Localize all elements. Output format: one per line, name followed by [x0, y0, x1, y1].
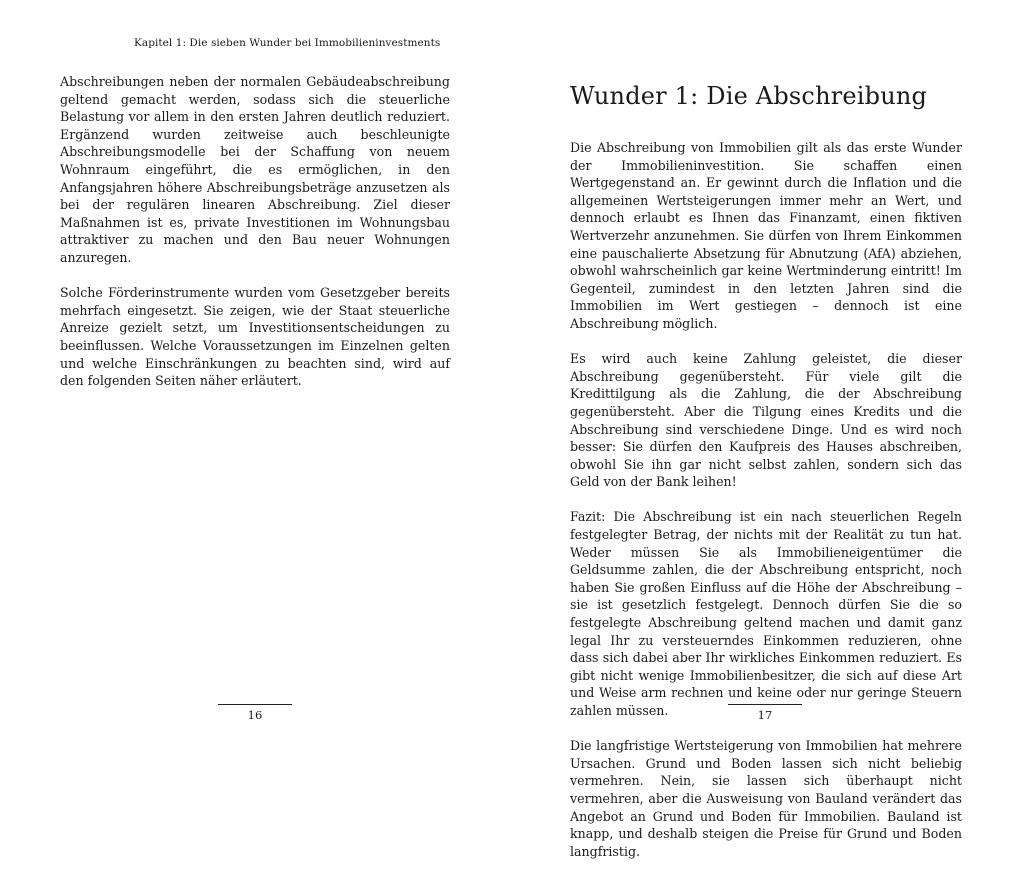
right-page-body [570, 139, 962, 878]
paragraph: Die Abschreibung von Immobilien gilt als das erste Wunder der Immobilieninvestition. Sie schaffen einen Wertgegenstand an. Er gewinnt durch die Inflation und die allgemeinen Wertsteigerungen immer mehr an Wert, und dennoch erlaubt es Ihnen das Finanzamt, einen fiktiven Wertverzehr anzunehmen. Sie dürfen von Ihrem Einkommen eine pauschalierte Absetzung für Abnutzung (AfA) abziehen, obwohl wahrscheinlich gar keine Wertminderung eintritt! Im Gegenteil, zumindest in den letzten Jahren sind die Immobilien im Wert gestiegen – dennoch ist eine Abschreibung möglich. [570, 140, 962, 331]
left-page-body [60, 73, 450, 407]
paragraph: Es wird auch keine Zahlung geleistet, die dieser Abschreibung gegenübersteht. Für viele gilt die Kredittilgung als die Zahlung, die der Abschreibung gegenübersteht. Aber die Tilgung eines Kredits und die Abschreibung sind verschiedene Dinge. Und es wird noch besser: Sie dürfen den Kaufpreis des Hauses abschreiben, obwohl Sie ihn gar nicht selbst zahlen, sondern sich das Geld von der Bank leihen! [570, 351, 962, 490]
running-head: Kapitel 1: Die sieben Wunder bei Immobilieninvestments [134, 37, 441, 49]
left-page [0, 0, 510, 756]
right-page [510, 0, 1020, 859]
page-number: 16 [247, 708, 263, 722]
page-number: 17 [757, 708, 773, 722]
chapter-title: Wunder 1: Die Abschreibung [570, 82, 928, 110]
paragraph: Fazit: Die Abschreibung ist ein nach steuerlichen Regeln festgelegter Betrag, der nichts mit der Realität zu tun hat. Weder müssen Sie als Immobilieneigentümer die Geldsumme zahlen, die der Abschreibung entspricht, noch haben Sie großen Einfluss auf die Höhe der Abschreibung – sie ist gesetzlich festgelegt. Dennoch dürfen Sie die so festgelegte Abschreibung geltend machen und damit ganz legal Ihr zu versteuerndes Einkommen reduzieren, ohne dass sich dabei aber Ihr wirkliches Einkommen reduziert. Es gibt nicht wenige Immobilienbesitzer, die sich auf diese Art und Weise arm rechnen und keine oder nur geringe Steuern zahlen müssen. [570, 509, 962, 718]
paragraph: Die langfristige Wertsteigerung von Immobilien hat mehrere Ursachen. Grund und Boden lassen sich nicht beliebig vermehren. Nein, sie lassen sich überhaupt nicht vermehren, aber die Ausweisung von Bauland verändert das Angebot an Grund und Boden für Immobilien. Bauland ist knapp, und deshalb steigen die Preise für Grund und Boden langfristig. [570, 738, 962, 859]
paragraph: Abschreibungen neben der normalen Gebäudeabschreibung geltend gemacht werden, sodass sich die steuerliche Belastung vor allem in den ersten Jahren deutlich reduziert. Ergänzend wurden zeitweise auch beschleunigte Abschreibungsmodelle bei der Schaffung von neuem Wohnraum eingeführt, die es ermöglichen, in den Anfangsjahren höhere Abschreibungsbeträge anzusetzen als bei der regulären linearen Abschreibung. Ziel dieser Maßnahmen ist es, private Investitionen im Wohnungsbau attraktiver zu machen und den Bau neuer Wohnungen anzuregen. [60, 74, 450, 265]
page-number-rule [728, 704, 802, 705]
page-number-rule [218, 704, 292, 705]
paragraph: Solche Förderinstrumente wurden vom Gesetzgeber bereits mehrfach eingesetzt. Sie zeigen, wie der Staat steuerliche Anreize gezielt setzt, um Investitionsentscheidungen zu beeinflussen. Welche Voraussetzungen im Einzelnen gelten und welche Einschränkungen zu beachten sind, wird auf den folgenden Seiten näher erläutert. [60, 285, 450, 389]
